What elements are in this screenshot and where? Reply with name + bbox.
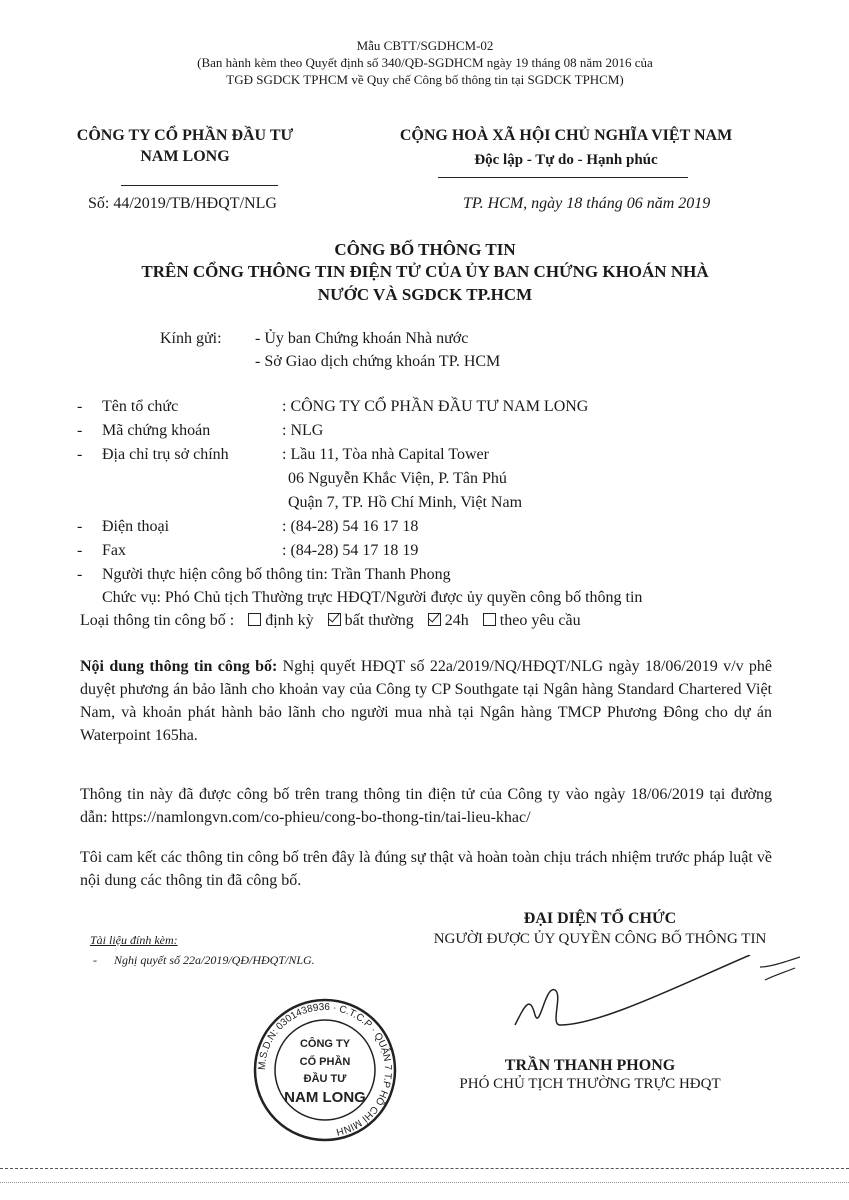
bullet: - — [77, 422, 83, 439]
footer-divider — [0, 1182, 849, 1183]
stamp-text: ĐẦU TƯ — [303, 1073, 347, 1085]
field-value: 06 Nguyễn Khắc Viện, P. Tân Phú — [288, 470, 507, 487]
bullet: - — [77, 542, 83, 559]
attachment-item: Nghị quyết số 22a/2019/QĐ/HĐQT/NLG. — [114, 953, 315, 967]
signature-title: ĐẠI DIỆN TỔ CHỨC — [523, 910, 677, 927]
bullet: - — [77, 566, 83, 583]
field-label: Tên tổ chức — [102, 398, 179, 415]
field-label: Địa chỉ trụ sở chính — [102, 446, 229, 463]
checkbox-24h[interactable] — [428, 613, 441, 626]
signature-subtitle: NGƯỜI ĐƯỢC ỦY QUYỀN CÔNG BỐ THÔNG TIN — [433, 931, 767, 947]
checkbox-periodic[interactable] — [248, 613, 261, 626]
commitment: Tôi cam kết các thông tin công bố trên đây là đúng sự thật và hoàn toàn chịu trách nhiệm trước pháp luật về nội dung các thông tin đã công bố. — [80, 849, 772, 889]
form-regulation: TGĐ SGDCK TPHCM về Quy chế Công bố thông tin tại SGDCK TPHCM) — [226, 72, 624, 87]
handwritten-signature — [490, 955, 800, 1045]
field-label: Fax — [102, 542, 126, 559]
recipient: - Sở Giao dịch chứng khoán TP. HCM — [255, 353, 501, 370]
option-label: định kỳ — [265, 612, 314, 629]
content-paragraph — [80, 655, 772, 747]
field-value: : (84-28) 54 16 17 18 — [282, 518, 419, 535]
company-name-1: CÔNG TY CỔ PHẦN ĐẦU TƯ — [76, 127, 294, 144]
form-code: Mẫu CBTT/SGDHCM-02 — [356, 38, 494, 53]
field-label: Mã chứng khoán — [102, 422, 211, 439]
content-text: Nghị quyết HĐQT số 22a/2019/NQ/HĐQT/NLG ngày 18/06/2019 v/v phê duyệt phương án bảo lãnh cho khoản vay của Công ty CP Southgate tại Ngân hàng Standard Chartered Việt Nam, và khoản phát hành bảo lãnh cho người mua nhà tại Ngân hàng TMCP Phương Đông cho dự án Waterpoint 165ha. — [80, 658, 772, 744]
position: Chức vụ: Phó Chủ tịch Thường trực HĐQT/Người được ủy quyền công bố thông tin — [102, 589, 643, 606]
svg-text:M.S.D.N: 0301438936 · C.T.C.P — [257, 1002, 393, 1137]
divider — [121, 185, 278, 186]
attachment-bullet: - — [93, 953, 97, 967]
page-title: CÔNG BỐ THÔNG TIN — [334, 240, 516, 259]
field-value: : Lầu 11, Tòa nhà Capital Tower — [282, 446, 489, 463]
field-value: : CÔNG TY CỔ PHẦN ĐẦU TƯ NAM LONG — [282, 398, 589, 415]
divider — [438, 177, 688, 178]
checkbox-extraordinary[interactable] — [328, 613, 341, 626]
checkbox-on-request[interactable] — [483, 613, 496, 626]
stamp-ring-text: M.S.D.N: 0301438936 · C.T.C.P · QUẬN 7 T.P HỒ CHÍ MINH — [256, 1001, 394, 1137]
recipients-label: Kính gửi: — [160, 330, 222, 347]
footer-divider — [0, 1168, 849, 1169]
company-stamp — [240, 985, 410, 1155]
option-label: theo yêu cầu — [499, 612, 581, 629]
attachment-label: Tài liệu đính kèm: — [90, 933, 178, 947]
field-value: : (84-28) 54 17 18 19 — [282, 542, 419, 559]
recipient: - Ủy ban Chứng khoán Nhà nước — [255, 330, 469, 347]
bullet: - — [77, 446, 83, 463]
document-number: Số: 44/2019/TB/HĐQT/NLG — [88, 195, 277, 212]
signer-title: PHÓ CHỦ TỊCH THƯỜNG TRỰC HĐQT — [459, 1076, 721, 1092]
company-name-2: NAM LONG — [140, 148, 230, 165]
page-title-2: TRÊN CỔNG THÔNG TIN ĐIỆN TỬ CỦA ỦY BAN CHỨNG KHOÁN NHÀ — [141, 262, 709, 281]
stamp-text: CÔNG TY — [299, 1038, 351, 1050]
bullet: - — [77, 398, 83, 415]
published-note: Thông tin này đã được công bố trên trang thông tin điện tử của Công ty vào ngày 18/06/2019 tại đường dẫn: https://namlongvn.com/co-phieu/cong-bo-thong-tin/tai-lieu-khac/ — [80, 786, 772, 826]
content-label: Nội dung thông tin công bố: — [80, 658, 278, 675]
stamp-text: NAM LONG — [284, 1089, 366, 1106]
nation-motto: Độc lập - Tự do - Hạnh phúc — [474, 152, 658, 168]
bullet: - — [77, 518, 83, 535]
info-type-row — [80, 612, 581, 630]
form-decision: (Ban hành kèm theo Quyết định số 340/QĐ-SGDHCM ngày 19 tháng 08 năm 2016 của — [197, 55, 653, 70]
field-value: : NLG — [282, 422, 324, 439]
nation-title: CỘNG HOÀ XÃ HỘI CHỦ NGHĨA VIỆT NAM — [399, 127, 733, 144]
field-value: Quận 7, TP. Hồ Chí Minh, Việt Nam — [288, 494, 523, 511]
document-date: TP. HCM, ngày 18 tháng 06 năm 2019 — [463, 195, 711, 212]
page-title-3: NƯỚC VÀ SGDCK TP.HCM — [317, 285, 533, 304]
option-label: bất thường — [344, 612, 414, 629]
stamp-text: CỔ PHẦN — [299, 1056, 351, 1068]
signer-name: TRẦN THANH PHONG — [504, 1057, 676, 1074]
option-label: 24h — [444, 612, 469, 629]
field-label: Điện thoại — [102, 518, 170, 535]
info-type-label: Loại thông tin công bố : — [80, 612, 235, 629]
discloser: Người thực hiện công bố thông tin: Trần Thanh Phong — [102, 566, 451, 583]
